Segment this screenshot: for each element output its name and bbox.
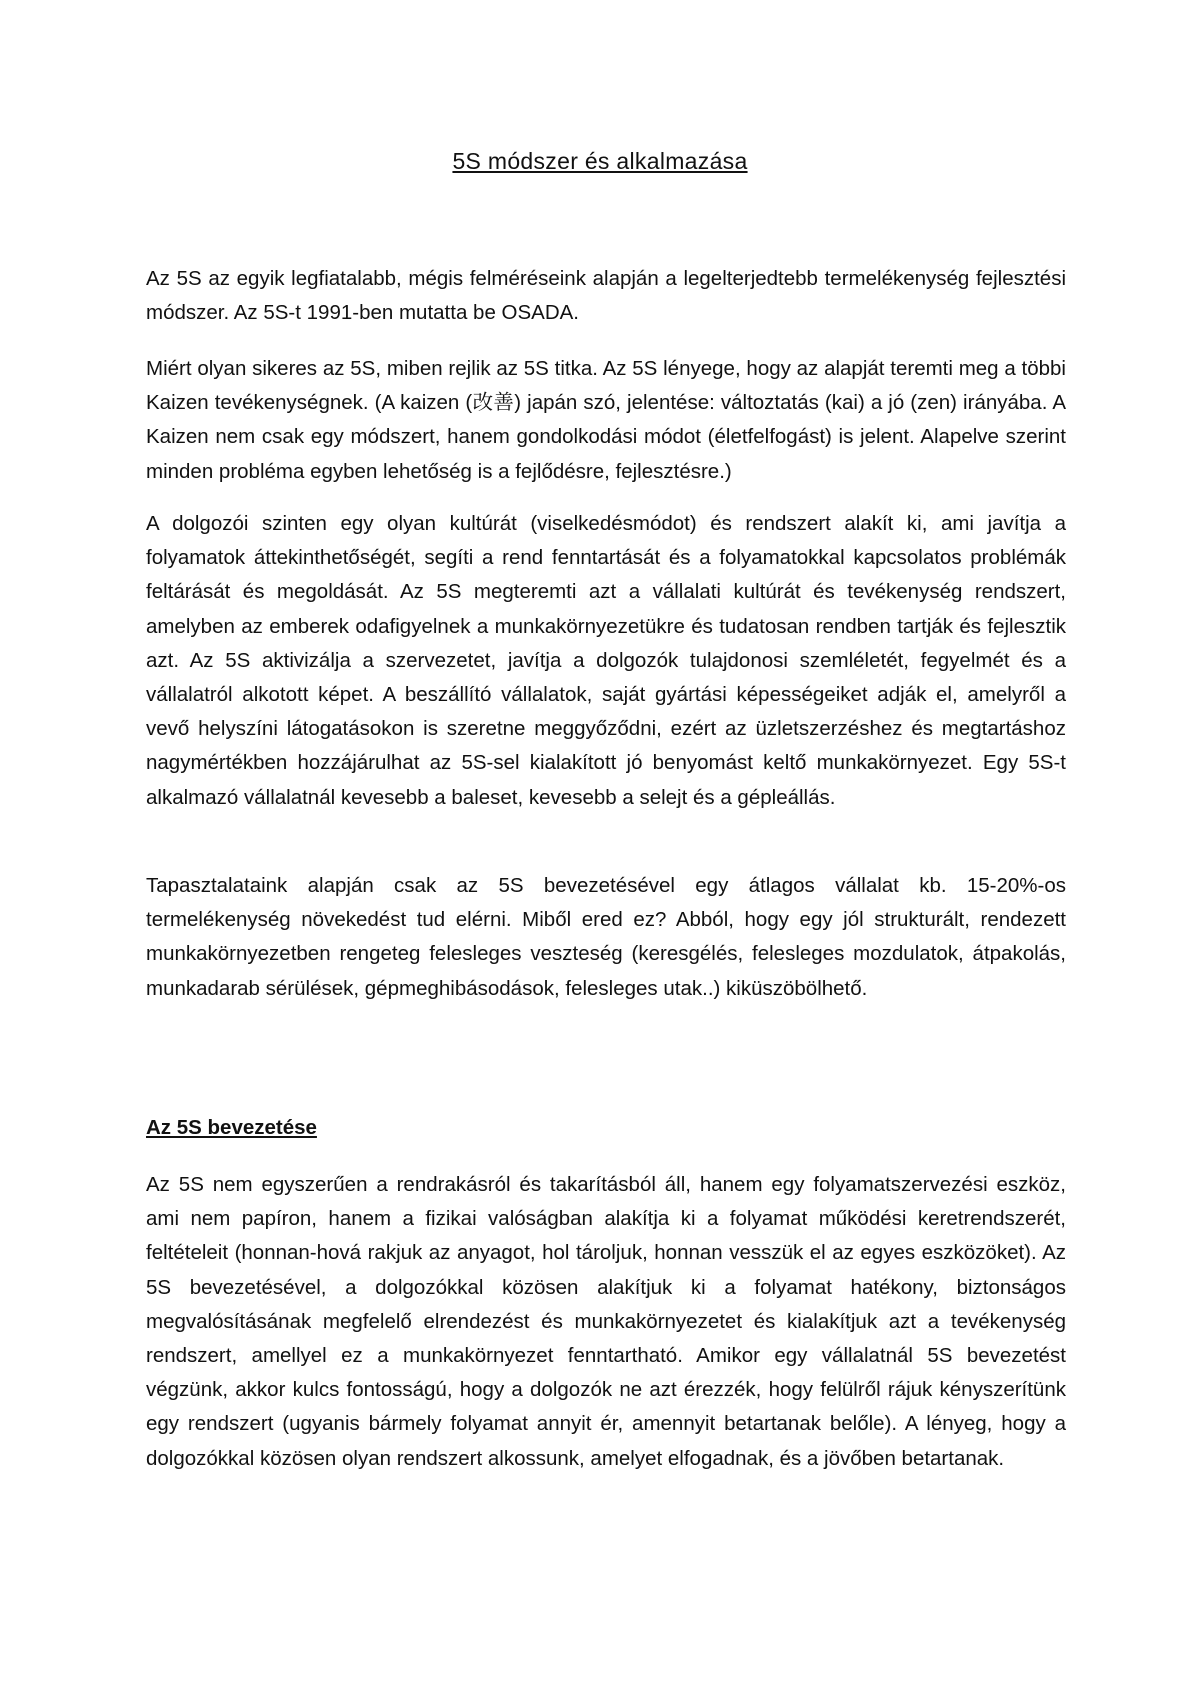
- paragraph-culture: A dolgozói szinten egy olyan kultúrát (viselkedésmódot) és rendszert alakít ki, ami javítja a folyamatok áttekinthetőségét, segíti a rend fenntartását és a folyamatokkal kapcsolatos problémák feltárását és megoldását. Az 5S megteremti azt a vállalati kultúrát és tevékenység rendszert, amelyben az emberek odafigyelnek a munkakörnyezetükre és tudatosan rendben tartják és fejlesztik azt. Az 5S aktivizálja a szervezetet, javítja a dolgozók tulajdonosi szemléletét, fegyelmét és a vállalatról alkotott képet. A beszállító vállalatok, saját gyártási képességeiket adják el, amelyről a vevő helyszíni látogatásokon is szeretne meggyőződni, ezért az üzletszerzéshez és megtartáshoz nagymértékben hozzájárulhat az 5S-sel kialakított jó benyomást keltő munkakörnyezet. Egy 5S-t alkalmazó vállalatnál kevesebb a baleset, kevesebb a selejt és a gépleállás.: [146, 512, 1066, 809]
- section-heading: Az 5S bevezetése: [146, 1116, 317, 1139]
- paragraph-introduction-process: Az 5S nem egyszerűen a rendrakásról és takarításból áll, hanem egy folyamatszervezési eszköz, ami nem papíron, hanem a fizikai valóságban alakítja ki a folyamat működési keretrendszerét, feltételeit (honnan-hová rakjuk az anyagot, hol tároljuk, honnan vesszük el az egyes eszközöket). Az 5S bevezetésével, a dolgozókkal közösen alakítjuk ki a folyamat hatékony, biztonságos megvalósításának megfelelő elrendezést és munkakörnyezetet és kialakítjuk azt a tevékenység rendszert, amellyel ez a munkakörnyezet fenntartható. Amikor egy vállalatnál 5S bevezetést végzünk, akkor kulcs fontosságú, hogy a dolgozók ne azt érezzék, hogy felülről rájuk kényszerítünk egy rendszert (ugyanis bármely folyamat annyit ér, amennyit betartanak belőle). A lényeg, hogy a dolgozókkal közösen olyan rendszert alkossunk, amelyet elfogadnak, és a jövőben betartanak.: [146, 1173, 1066, 1470]
- paragraph-productivity: Tapasztalataink alapján csak az 5S bevezetésével egy átlagos vállalat kb. 15-20%-os termelékenység növekedést tud elérni. Miből ered ez? Abból, hogy egy jól strukturált, rendezett munkakörnyezetben rengeteg felesleges veszteség (keresgélés, felesleges mozdulatok, átpakolás, munkadarab sérülések, gépmeghibásodások, felesleges utak..) kiküszöbölhető.: [146, 874, 1066, 1000]
- paragraph-kaizen: Miért olyan sikeres az 5S, miben rejlik az 5S titka. Az 5S lényege, hogy az alapját teremti meg a többi Kaizen tevékenységnek. (A kaizen (改善) japán szó, jelentése: változtatás (kai) a jó (zen) irányába. A Kaizen nem csak egy módszert, hanem gondolkodási módot (életfelfogást) is jelent. Alapelve szerint minden probléma egyben lehetőség is a fejlődésre, fejlesztésre.): [146, 357, 1066, 483]
- document-title: 5S módszer és alkalmazása: [452, 148, 748, 174]
- paragraph-intro: Az 5S az egyik legfiatalabb, mégis felméréseink alapján a legelterjedtebb termelékenység fejlesztési módszer. Az 5S-t 1991-ben mutatta be OSADA.: [146, 267, 1066, 325]
